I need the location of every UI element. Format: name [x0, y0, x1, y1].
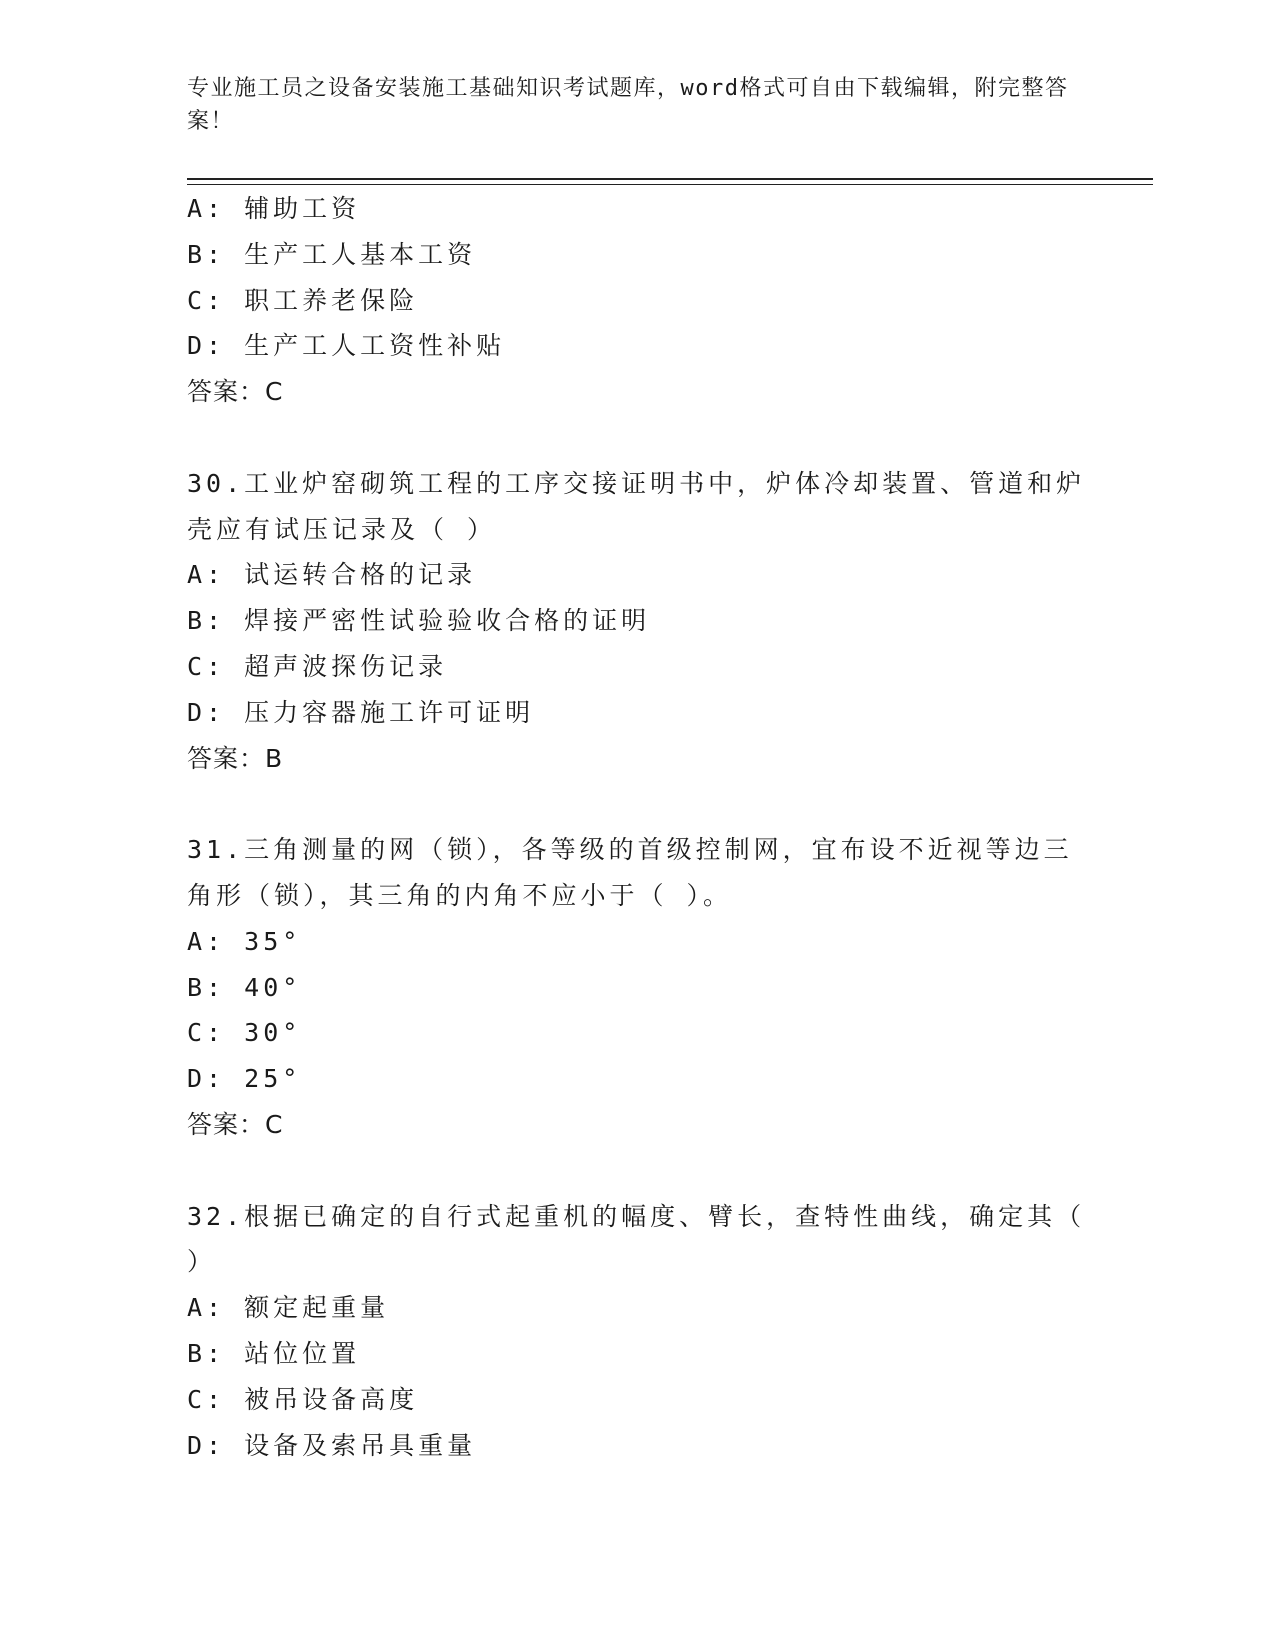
option-key: B: [187, 239, 226, 269]
option-a [187, 1285, 1087, 1331]
option-key: A: [187, 1293, 226, 1323]
option-text: 试运转合格的记录 [244, 560, 477, 590]
option-b [187, 232, 1087, 278]
option-key: C: [187, 651, 226, 681]
question-stem: 30.工业炉窑砌筑工程的工序交接证明书中，炉体冷却装置、管道和炉壳应有试压记录及（ ） [187, 468, 1086, 544]
option-text: 设备及索吊具重量 [244, 1430, 477, 1460]
page-header-title: 专业施工员之设备安装施工基础知识考试题库，word格式可自由下载编辑，附完整答案！ [187, 76, 1069, 134]
option-b [187, 1331, 1087, 1377]
option-c [187, 278, 1087, 324]
question-31 [187, 827, 1087, 1148]
option-key: A: [187, 926, 226, 956]
option-text: 超声波探伤记录 [244, 651, 448, 681]
option-a [187, 552, 1087, 598]
option-d [187, 1056, 1087, 1102]
option-key: D: [187, 1064, 226, 1094]
option-text: 25° [244, 1064, 302, 1094]
option-key: D: [187, 697, 226, 727]
option-key: A: [187, 560, 226, 590]
question-content [187, 186, 1087, 1468]
option-text: 站位位置 [244, 1338, 361, 1368]
option-text: 40° [244, 972, 302, 1002]
option-c [187, 1377, 1087, 1423]
option-a [187, 919, 1087, 965]
option-text: 被吊设备高度 [244, 1384, 419, 1414]
header-divider-thick [187, 178, 1153, 180]
option-d [187, 323, 1087, 369]
option-key: C: [187, 1384, 226, 1414]
option-c [187, 644, 1087, 690]
option-key: C: [187, 285, 226, 315]
answer-label: 答案：C [187, 377, 284, 407]
option-text: 额定起重量 [244, 1293, 390, 1323]
option-text: 生产工人工资性补贴 [244, 331, 506, 361]
option-key: D: [187, 331, 226, 361]
option-key: B: [187, 1338, 226, 1368]
option-key: B: [187, 972, 226, 1002]
option-key: A: [187, 194, 226, 223]
option-text: 30° [244, 1018, 302, 1048]
header-divider-thin [187, 184, 1153, 185]
question-32 [187, 1194, 1087, 1469]
option-text: 焊接严密性试验验收合格的证明 [244, 606, 651, 636]
answer-label: 答案：C [187, 1109, 284, 1139]
option-d [187, 1423, 1087, 1469]
option-text: 35° [244, 926, 302, 956]
option-a [187, 186, 1087, 232]
option-key: C: [187, 1018, 226, 1048]
question-30 [187, 461, 1087, 782]
option-key: B: [187, 606, 226, 636]
option-c [187, 1010, 1087, 1056]
answer-label: 答案：B [187, 743, 284, 773]
option-b [187, 598, 1087, 644]
question-29-continued [187, 186, 1087, 415]
option-key: D: [187, 1430, 226, 1460]
option-d [187, 690, 1087, 736]
option-text: 辅助工资 [244, 194, 361, 223]
option-text: 生产工人基本工资 [244, 239, 477, 269]
option-text: 压力容器施工许可证明 [244, 697, 535, 727]
option-text: 职工养老保险 [244, 285, 419, 315]
option-b [187, 965, 1087, 1011]
question-stem: 31.三角测量的网（锁），各等级的首级控制网，宜布设不近视等边三角形（锁），其三角的内角不应小于（ ）。 [187, 835, 1073, 910]
question-stem: 32.根据已确定的自行式起重机的幅度、臂长，查特性曲线，确定其（ ） [187, 1201, 1086, 1277]
